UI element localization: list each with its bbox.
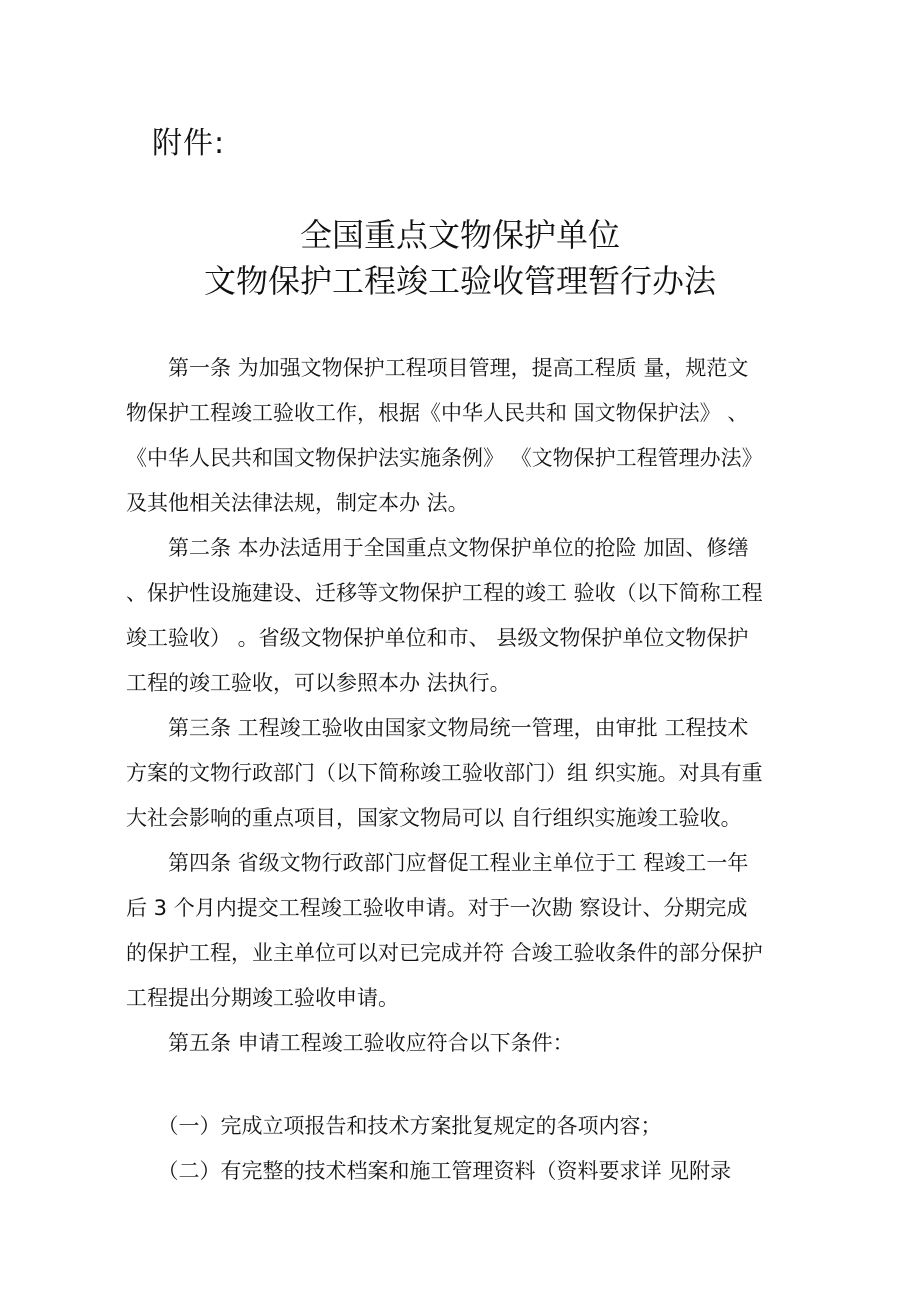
- body-line: 及其他相关法律法规，制定本办 法。: [126, 491, 469, 515]
- body-line: 的保护工程，业主单位可以对已完成并符 合竣工验收条件的部分保护: [126, 941, 763, 965]
- body-line: （二）有完整的技术档案和施工管理资料（资料要求详 见附录: [126, 1159, 732, 1183]
- body-line: 第三条 工程竣工验收由国家文物局统一管理，由审批 工程技术: [126, 716, 749, 740]
- body-line: 方案的文物行政部门（以下简称竣工验收部门）组 织实施。对具有重: [126, 761, 763, 785]
- body-line: 物保护工程竣工验收工作，根据《中华人民共和 国文物保护法》 、: [126, 401, 749, 425]
- document-title-line-2: 文物保护工程竣工验收管理暂行办法: [203, 262, 716, 300]
- body-line: 工程的竣工验收，可以参照本办 法执行。: [126, 671, 511, 695]
- document-title-line-1: 全国重点文物保护单位: [299, 216, 620, 254]
- body-line: 《中华人民共和国文物保护法实施条例》 《文物保护工程管理办法》: [126, 446, 763, 470]
- body-line: 后 3 个月内提交工程竣工验收申请。对于一次勘 察设计、分期完成: [126, 896, 748, 920]
- attachment-label: 附件:: [152, 126, 226, 161]
- body-line: 、保护性设施建设、迁移等文物保护工程的竣工 验收（以下简称工程: [126, 581, 763, 605]
- body-line: 大社会影响的重点项目，国家文物局可以 自行组织实施竣工验收。: [126, 806, 742, 830]
- body-line: 竣工验收） 。省级文物保护单位和市、 县级文物保护单位文物保护: [126, 626, 749, 650]
- body-line: 工程提出分期竣工验收申请。: [126, 986, 399, 1010]
- body-line: 第一条 为加强文物保护工程项目管理，提高工程质 量，规范文: [126, 356, 749, 380]
- body-line: 第四条 省级文物行政部门应督促工程业主单位于工 程竣工一年: [126, 851, 749, 875]
- body-line: 第二条 本办法适用于全国重点文物保护单位的抢险 加固、修缮: [126, 536, 749, 560]
- body-line: 第五条 申请工程竣工验收应符合以下条件：: [126, 1031, 574, 1055]
- body-line: （一）完成立项报告和技术方案批复规定的各项内容；: [126, 1114, 662, 1138]
